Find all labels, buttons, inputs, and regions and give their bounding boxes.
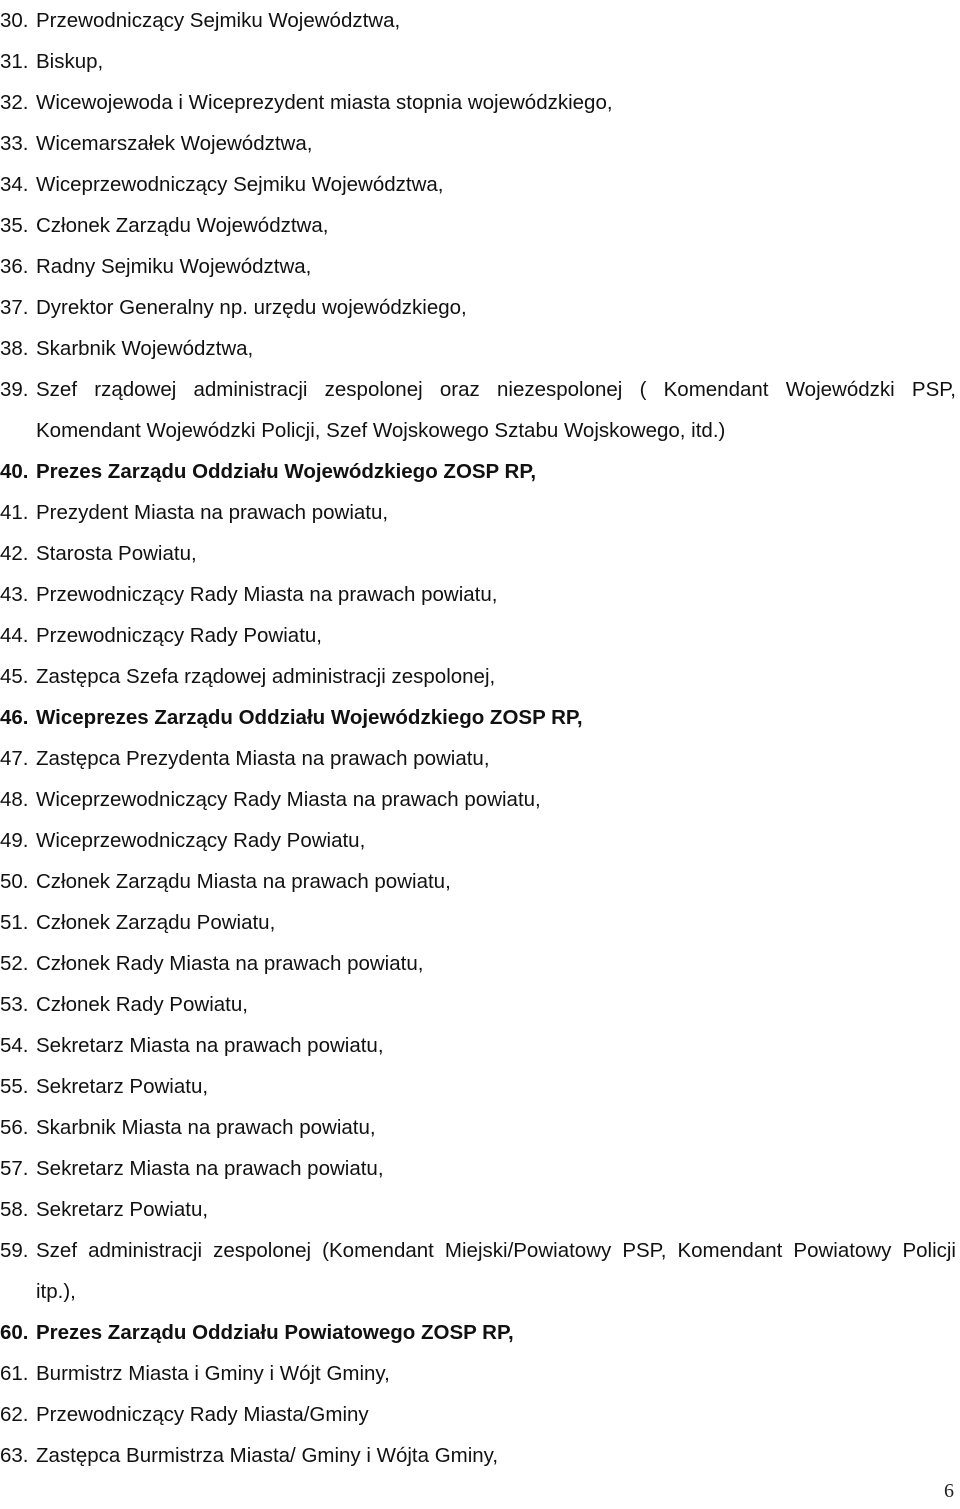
list-item-number: 50. xyxy=(0,870,29,893)
list-item-number: 60. xyxy=(0,1321,29,1344)
list-item-text: Sekretarz Miasta na prawach powiatu, xyxy=(36,1034,384,1057)
list-item-number: 32. xyxy=(0,91,29,114)
list-item-number: 31. xyxy=(0,50,29,73)
list-item-text: Wiceprzewodniczący Rady Powiatu, xyxy=(36,829,366,852)
list-item xyxy=(0,1353,960,1394)
list-item-number: 41. xyxy=(0,501,29,524)
list-item-text: Starosta Powiatu, xyxy=(36,542,197,565)
list-item xyxy=(0,205,960,246)
list-item-text: Skarbnik Województwa, xyxy=(36,337,254,360)
list-item xyxy=(0,738,960,779)
list-item-number: 35. xyxy=(0,214,29,237)
list-item xyxy=(0,82,960,123)
list-item-text: Sekretarz Powiatu, xyxy=(36,1075,209,1098)
list-item-text: Przewodniczący Rady Miasta na prawach powiatu, xyxy=(36,583,498,606)
list-item-number: 63. xyxy=(0,1444,29,1467)
list-item-text: Dyrektor Generalny np. urzędu wojewódzkiego, xyxy=(36,296,467,319)
list-item-text: Prezes Zarządu Oddziału Powiatowego ZOSP RP, xyxy=(36,1321,514,1344)
list-item-number: 57. xyxy=(0,1157,29,1180)
list-item xyxy=(0,328,960,369)
list-item-text: Radny Sejmiku Województwa, xyxy=(36,255,312,278)
list-item xyxy=(0,1435,960,1476)
list-item-number: 61. xyxy=(0,1362,29,1385)
list-item xyxy=(0,1066,960,1107)
list-item-number: 47. xyxy=(0,747,29,770)
list-item xyxy=(0,164,960,205)
list-item-number: 48. xyxy=(0,788,29,811)
list-item-number: 46. xyxy=(0,706,29,729)
list-item xyxy=(0,451,960,492)
list-item-number: 30. xyxy=(0,9,29,32)
list-item xyxy=(0,1394,960,1435)
list-item xyxy=(0,697,960,738)
list-item-number: 38. xyxy=(0,337,29,360)
list-item-text: Zastępca Prezydenta Miasta na prawach powiatu, xyxy=(36,747,490,770)
list-item-number: 58. xyxy=(0,1198,29,1221)
list-item xyxy=(0,779,960,820)
list-item-number: 40. xyxy=(0,460,29,483)
list-item-text: Zastępca Burmistrza Miasta/ Gminy i Wójta Gminy, xyxy=(36,1444,499,1467)
list-item xyxy=(0,369,960,451)
list-item-text: Prezes Zarządu Oddziału Wojewódzkiego ZOSP RP, xyxy=(36,460,537,483)
list-item-text: Wiceprezes Zarządu Oddziału Wojewódzkiego ZOSP RP, xyxy=(36,706,583,729)
list-item xyxy=(0,984,960,1025)
list-item-number: 49. xyxy=(0,829,29,852)
list-item-number: 36. xyxy=(0,255,29,278)
list-item xyxy=(0,287,960,328)
list-item-number: 37. xyxy=(0,296,29,319)
list-item-text: Szef administracji zespolonej (Komendant Miejski/Powiatowy PSP, Komendant Powiatowy Policji itp.), xyxy=(36,1239,956,1303)
list-item xyxy=(0,615,960,656)
list-item xyxy=(0,902,960,943)
list-item-text: Burmistrz Miasta i Gminy i Wójt Gminy, xyxy=(36,1362,390,1385)
list-item-text: Członek Zarządu Miasta na prawach powiatu, xyxy=(36,870,451,893)
list-item-text: Wicewojewoda i Wiceprezydent miasta stopnia wojewódzkiego, xyxy=(36,91,613,114)
list-item-number: 56. xyxy=(0,1116,29,1139)
list-item-number: 62. xyxy=(0,1403,29,1426)
list-item xyxy=(0,1312,960,1353)
list-item-number: 59. xyxy=(0,1239,29,1262)
list-item-number: 52. xyxy=(0,952,29,975)
list-item xyxy=(0,1025,960,1066)
page-number: 6 xyxy=(944,1480,954,1502)
list-item-number: 34. xyxy=(0,173,29,196)
list-item-number: 39. xyxy=(0,378,29,401)
list-item-number: 51. xyxy=(0,911,29,934)
list-item xyxy=(0,574,960,615)
list-item xyxy=(0,0,960,41)
list-item-text: Prezydent Miasta na prawach powiatu, xyxy=(36,501,389,524)
list-item-text: Przewodniczący Sejmiku Województwa, xyxy=(36,9,401,32)
list-item-text: Członek Zarządu Województwa, xyxy=(36,214,329,237)
list-item-text: Członek Rady Miasta na prawach powiatu, xyxy=(36,952,424,975)
list-item-number: 45. xyxy=(0,665,29,688)
list-item-text: Przewodniczący Rady Miasta/Gminy xyxy=(36,1403,369,1426)
list-item-number: 53. xyxy=(0,993,29,1016)
list-item xyxy=(0,820,960,861)
list-item-number: 33. xyxy=(0,132,29,155)
list-item-text: Wicemarszałek Województwa, xyxy=(36,132,313,155)
list-item xyxy=(0,41,960,82)
list-item xyxy=(0,492,960,533)
list-item-number: 55. xyxy=(0,1075,29,1098)
list-item-text: Członek Zarządu Powiatu, xyxy=(36,911,276,934)
list-item xyxy=(0,246,960,287)
list-item-number: 43. xyxy=(0,583,29,606)
list-item-text: Zastępca Szefa rządowej administracji zespolonej, xyxy=(36,665,496,688)
list-item xyxy=(0,943,960,984)
list-item xyxy=(0,1189,960,1230)
list-item xyxy=(0,656,960,697)
list-item-text: Wiceprzewodniczący Sejmiku Województwa, xyxy=(36,173,444,196)
list-item-text: Członek Rady Powiatu, xyxy=(36,993,248,1016)
list-item xyxy=(0,533,960,574)
list-item-number: 44. xyxy=(0,624,29,647)
list-item-number: 54. xyxy=(0,1034,29,1057)
list-item-number: 42. xyxy=(0,542,29,565)
list-item-text: Przewodniczący Rady Powiatu, xyxy=(36,624,322,647)
list-item xyxy=(0,861,960,902)
list-item xyxy=(0,1107,960,1148)
list-item-text: Sekretarz Powiatu, xyxy=(36,1198,209,1221)
list-item xyxy=(0,123,960,164)
list-item-text: Skarbnik Miasta na prawach powiatu, xyxy=(36,1116,376,1139)
list-item-text: Szef rządowej administracji zespolonej oraz niezespolonej ( Komendant Wojewódzki PSP, Komendant Wojewódzki Policji, Szef Wojskowego Sztabu Wojskowego, itd.) xyxy=(36,378,956,442)
list-item xyxy=(0,1230,960,1312)
list-item xyxy=(0,1148,960,1189)
list-item-text: Biskup, xyxy=(36,50,104,73)
list-item-text: Wiceprzewodniczący Rady Miasta na prawach powiatu, xyxy=(36,788,541,811)
list-item-text: Sekretarz Miasta na prawach powiatu, xyxy=(36,1157,384,1180)
